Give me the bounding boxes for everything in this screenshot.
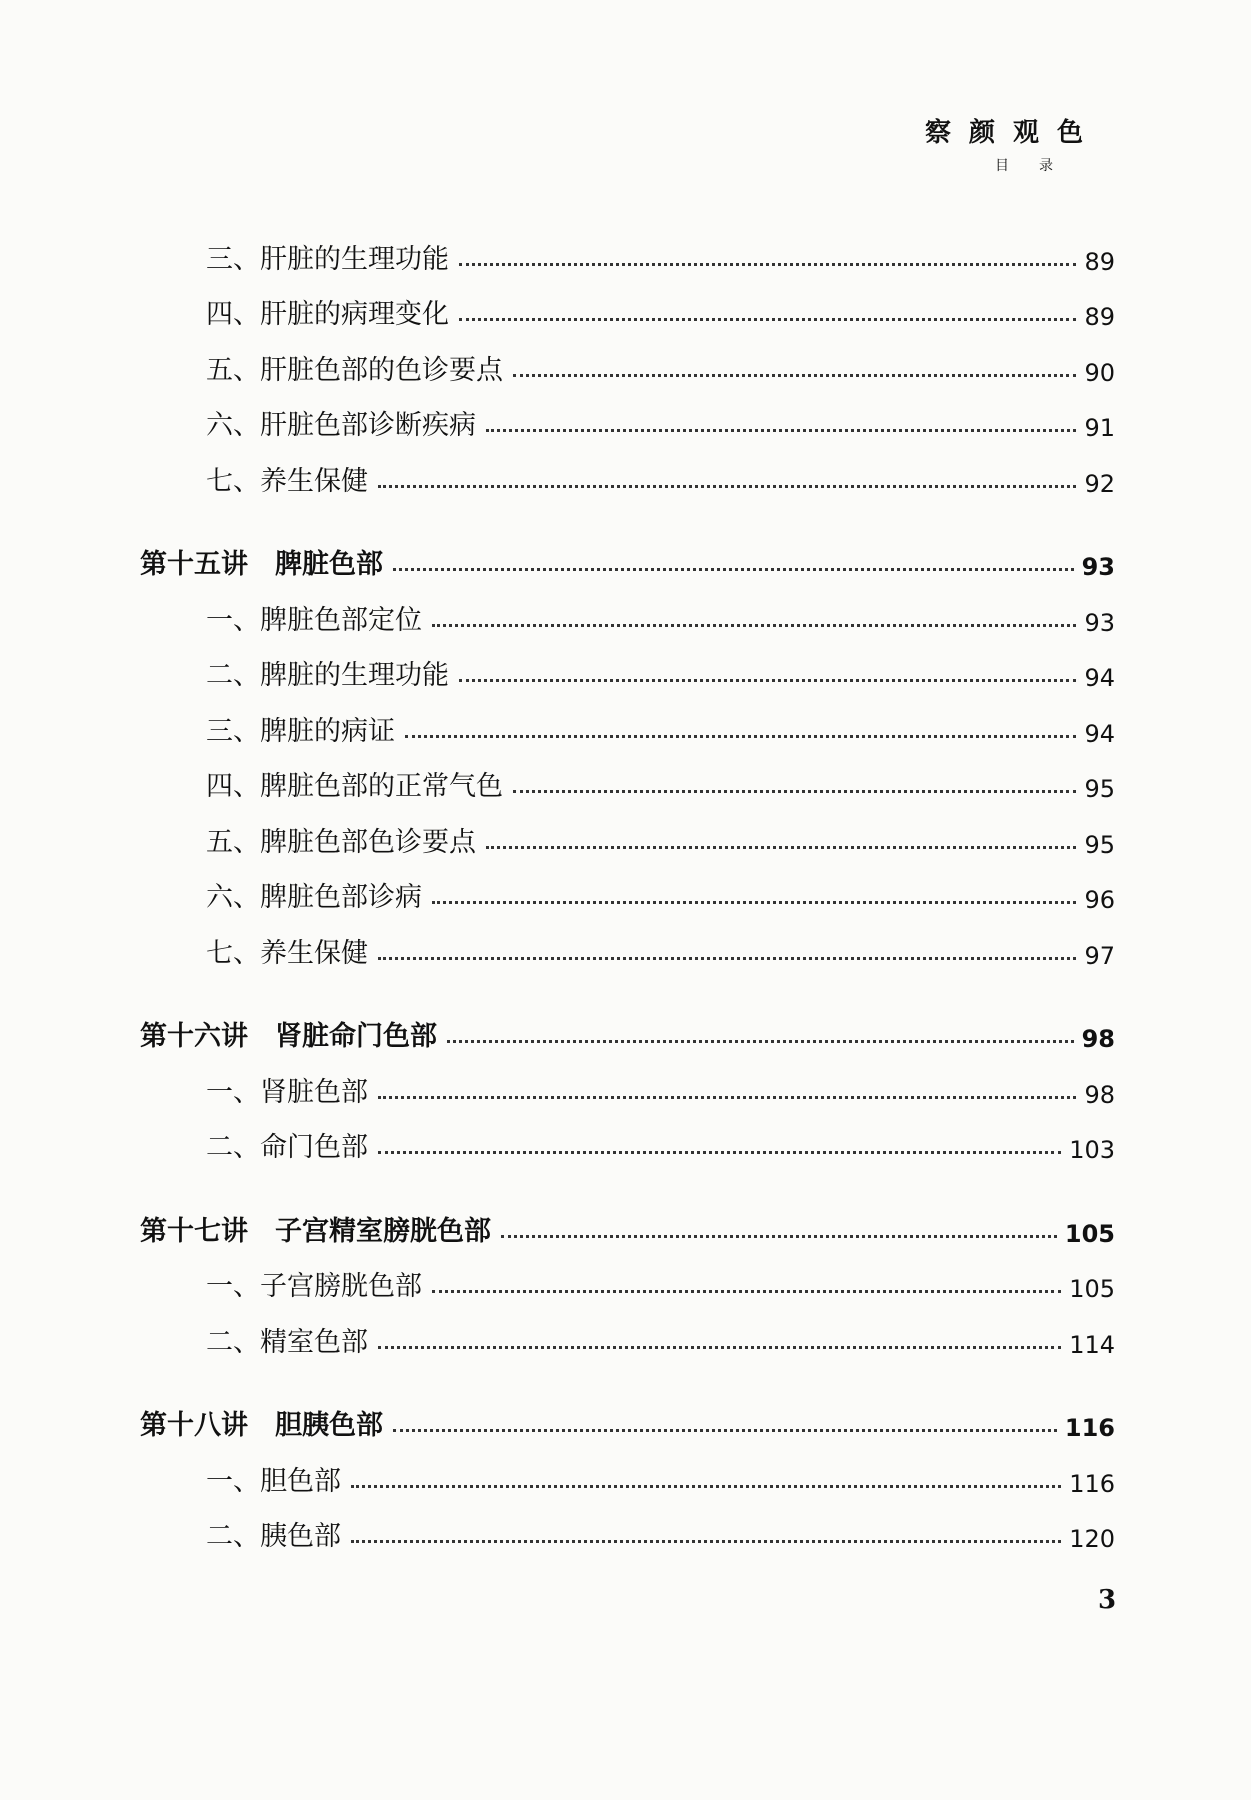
- dot-leader: [459, 679, 1076, 682]
- toc-entry-label: 六、肝脏色部诊断疾病: [206, 410, 476, 441]
- toc-entry-page: 105: [1069, 1275, 1115, 1303]
- page-number: 3: [1098, 1585, 1117, 1615]
- toc-entry-label: 二、精室色部: [206, 1326, 368, 1358]
- running-header: [925, 112, 1101, 175]
- toc-entry-page: 120: [1069, 1525, 1115, 1553]
- dot-leader: [351, 1485, 1061, 1488]
- toc-entry-label: 一、脾脏色部定位: [206, 604, 422, 636]
- toc-entry-page: 105: [1064, 1219, 1115, 1248]
- toc-section-entry: [140, 1442, 1115, 1498]
- toc-entry-label: 六、脾脏色部诊病: [206, 882, 422, 913]
- toc-entry-page: 98: [1084, 1080, 1115, 1109]
- dot-leader: [486, 429, 1076, 432]
- toc-section-entry: [140, 1248, 1115, 1304]
- dot-leader: [378, 1096, 1076, 1099]
- dot-leader: [378, 957, 1076, 960]
- dot-leader: [459, 263, 1076, 266]
- toc-entry-label: 七、养生保健: [206, 465, 368, 497]
- toc-entry-label: 第十七讲 子宫精室膀胱色部: [140, 1215, 491, 1247]
- toc-entry-page: 93: [1081, 553, 1115, 581]
- toc-section-entry: [140, 859, 1115, 915]
- dot-leader: [432, 901, 1076, 904]
- dot-leader: [459, 318, 1076, 321]
- toc-entry-page: 89: [1084, 247, 1115, 276]
- toc-section-entry: [140, 581, 1115, 637]
- toc-entry-label: 一、子宫膀胱色部: [206, 1271, 422, 1302]
- dot-leader: [378, 1346, 1061, 1349]
- toc-section-entry: [140, 914, 1115, 970]
- dot-leader: [432, 1290, 1061, 1293]
- toc-chapter-entry: [140, 1387, 1115, 1443]
- toc-entry-label: 七、养生保健: [206, 937, 368, 969]
- toc-section-entry: [140, 637, 1115, 693]
- toc-entry-page: 91: [1084, 414, 1115, 442]
- toc-entry-label: 四、脾脏色部的正常气色: [206, 771, 503, 802]
- toc-section-entry: [140, 387, 1115, 443]
- dot-leader: [378, 485, 1076, 488]
- dot-leader: [513, 374, 1076, 377]
- dot-leader: [486, 846, 1076, 849]
- toc-entry-page: 98: [1081, 1025, 1115, 1053]
- dot-leader: [393, 568, 1074, 571]
- section-subtitle: 目录: [995, 158, 1083, 174]
- toc-entry-label: 三、脾脏的病证: [206, 715, 395, 747]
- toc-entry-page: 92: [1084, 469, 1115, 498]
- toc-entry-page: 93: [1084, 608, 1115, 637]
- book-title: 察颜观色: [924, 118, 1101, 148]
- toc-entry-label: 五、脾脏色部色诊要点: [206, 826, 476, 858]
- toc-chapter-entry: [140, 526, 1115, 582]
- table-of-contents: [140, 220, 1115, 1553]
- dot-leader: [393, 1429, 1057, 1432]
- toc-entry-page: 103: [1069, 1136, 1115, 1164]
- toc-entry-page: 116: [1064, 1414, 1115, 1442]
- toc-entry-label: 四、肝脏的病理变化: [206, 299, 449, 330]
- toc-chapter-entry: [140, 998, 1115, 1054]
- toc-entry-page: 90: [1084, 358, 1115, 387]
- toc-section-entry: [140, 1053, 1115, 1109]
- toc-section-entry: [140, 331, 1115, 387]
- toc-section-entry: [140, 276, 1115, 332]
- toc-section-entry: [140, 1498, 1115, 1554]
- toc-entry-page: 116: [1069, 1469, 1115, 1498]
- toc-section-entry: [140, 220, 1115, 276]
- toc-entry-label: 一、肾脏色部: [206, 1076, 368, 1108]
- toc-entry-label: 第十八讲 胆胰色部: [140, 1410, 383, 1441]
- toc-entry-page: 95: [1084, 775, 1115, 803]
- toc-section-entry: [140, 748, 1115, 804]
- toc-entry-page: 97: [1084, 941, 1115, 970]
- dot-leader: [405, 735, 1076, 738]
- toc-entry-page: 94: [1084, 719, 1115, 748]
- toc-entry-page: 89: [1084, 303, 1115, 331]
- toc-entry-page: 114: [1069, 1330, 1115, 1359]
- toc-entry-label: 二、脾脏的生理功能: [206, 660, 449, 691]
- toc-section-entry: [140, 803, 1115, 859]
- toc-section-entry: [140, 1303, 1115, 1359]
- toc-entry-label: 一、胆色部: [206, 1465, 341, 1497]
- dot-leader: [501, 1235, 1057, 1238]
- toc-entry-label: 第十五讲 脾脏色部: [140, 549, 383, 580]
- dot-leader: [513, 790, 1076, 793]
- dot-leader: [432, 624, 1076, 627]
- toc-entry-label: 五、肝脏色部的色诊要点: [206, 354, 503, 386]
- toc-section-entry: [140, 692, 1115, 748]
- toc-entry-page: 96: [1084, 886, 1115, 914]
- toc-entry-page: 95: [1084, 830, 1115, 859]
- toc-entry-label: 二、命门色部: [206, 1132, 368, 1163]
- dot-leader: [378, 1151, 1061, 1154]
- toc-entry-label: 第十六讲 肾脏命门色部: [140, 1021, 437, 1052]
- toc-section-entry: [140, 1109, 1115, 1165]
- toc-entry-label: 三、肝脏的生理功能: [206, 243, 449, 275]
- dot-leader: [447, 1040, 1074, 1043]
- dot-leader: [351, 1540, 1061, 1543]
- toc-section-entry: [140, 442, 1115, 498]
- toc-entry-label: 二、胰色部: [206, 1521, 341, 1552]
- toc-chapter-entry: [140, 1192, 1115, 1248]
- toc-entry-page: 94: [1084, 664, 1115, 692]
